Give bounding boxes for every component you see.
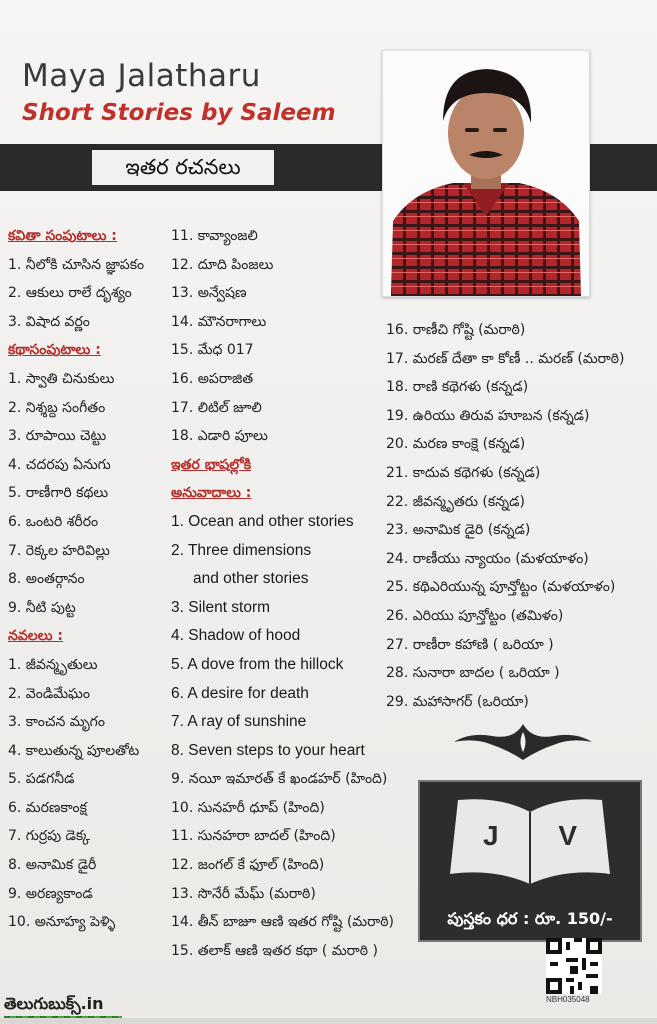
list-item: 13. సొనేరీ మేఘ్ (మరాఠి) (171, 885, 316, 902)
list-item: 3. Silent storm (171, 598, 271, 616)
list-item: 9. అరణ్యకాండ (8, 885, 93, 902)
list-item: 15. మేధ 017 (171, 342, 254, 359)
list-item: 10. అనూహ్య పెళ్ళి (8, 914, 116, 931)
book-price: పుస్తకం ధర : రూ. 150/- (447, 909, 613, 928)
list-item: 9. నీటి పుట్ట (8, 599, 76, 616)
book-title: Maya Jalatharu (22, 58, 261, 94)
list-item: 18. ఎడారి పూలు (171, 428, 268, 445)
column-3 (386, 316, 625, 716)
list-item: 1. నీలోకి చూసిన జ్ఞాపకం (8, 256, 145, 273)
list-item: 13. అన్వేషణ (171, 285, 247, 302)
list-item: 20. మరణ కాంక్షె (కన్నడ) (386, 436, 526, 453)
list-item: 23. అనామిక డైరి (కన్నడ) (386, 522, 531, 539)
list-item: 21. కాదువ కథెగళు (కన్నడ) (386, 464, 541, 481)
list-item: 17. మరణ్ దేతా కా కోణీ .. మరణ్ (మరాఠి) (386, 350, 625, 367)
list-item: 8. అనామిక డైరీ (8, 857, 97, 874)
list-item: 16. రాణీచి గోష్టి (మరాఠి) (386, 322, 526, 338)
list-item: 18. రాణి కథెగళు (కన్నడ) (386, 379, 529, 396)
list-item: 6. ఒంటరి శరీరం (8, 513, 99, 530)
list-item: 15. తలాక్ ఆణి ఇతర కథా ( మరాఠి ) (171, 942, 378, 959)
ornament-icon (452, 722, 594, 762)
list-item: 5. A dove from the hillock (171, 655, 344, 673)
list-item: 29. మహాసాగర్ (ఒరియా) (386, 693, 529, 710)
list-item: 14. తీన్ బాజూ ఆణి ఇతర గోష్టి (మరాఠి) (171, 914, 395, 931)
list-item: 2. Three dimensions (171, 541, 312, 559)
author-photo (382, 50, 590, 297)
list-item: 26. ఎరియు పూన్తోట్టం (తమిళం) (386, 607, 564, 624)
section-heading: అనువాదాలు : (171, 485, 252, 502)
list-item: 3. విషాద వర్ణం (8, 313, 90, 330)
list-item: 11. కావ్యాంజలి (171, 228, 258, 244)
section-heading: కవితా సంపుటాలు : (8, 228, 117, 244)
list-item: 2. ఆకులు రాలే దృశ్యం (8, 285, 132, 302)
list-item: 19. ఉరియు తిరువ హూబన (కన్నడ) (386, 407, 590, 424)
qr-code (546, 938, 602, 994)
list-item: 12. దూది పింజలు (171, 256, 274, 273)
qr-code-icon (546, 938, 602, 994)
list-item: 14. మౌనరాగాలు (171, 313, 267, 330)
column-2 (171, 222, 394, 965)
section-heading: ఇతర భాషల్లోకి (171, 456, 252, 473)
list-item: 2. వెండిమేఘం (8, 685, 90, 702)
list-item: 3. రూపాయి చెట్టు (8, 428, 107, 445)
list-item: 5. పడగనీడ (8, 771, 75, 788)
list-item: 6. మరణకాంక్ష (8, 799, 87, 816)
list-item: 12. జంగల్ కే ఫూల్ (హింది) (171, 857, 325, 874)
list-item: 4. Shadow of hood (171, 627, 301, 645)
list-item: 25. కథిఎరియున్న పూన్తోట్టం (మళయాళం) (386, 579, 616, 596)
list-item: 4. చదరపు ఏనుగు (8, 456, 111, 473)
section-heading: నవలలు : (8, 628, 63, 645)
list-item: 1. స్వాతి చినుకులు (8, 370, 115, 387)
list-item: 7. A ray of sunshine (171, 713, 307, 731)
list-item: 9. నయీ ఇమారత్ కే ఖండహర్ (హింది) (171, 771, 388, 788)
list-item: 8. అంతర్గానం (8, 571, 85, 588)
book-subtitle: Short Stories by Saleem (22, 100, 336, 126)
list-item: 3. కాంచన మృగం (8, 714, 105, 731)
list-item: 7. గుర్రపు డెక్క (8, 828, 90, 845)
list-item: 10. సునహరీ ధూప్ (హింది) (171, 799, 325, 816)
list-item: 1. Ocean and other stories (171, 512, 354, 530)
publisher-logo-text: J V (482, 820, 604, 851)
list-item: 2. నిశ్శబ్ద సంగీతం (8, 399, 106, 416)
list-item: 27. రాణీరా కహాణి ( ఒరియా ) (386, 636, 554, 653)
list-item: 28. సునారా బాదల ( ఒరియా ) (386, 665, 560, 682)
list-item: 7. రెక్కల హరివిల్లు (8, 542, 110, 559)
list-item: 5. రాణీగారి కథలు (8, 485, 109, 502)
list-item: 16. అపరాజిత (171, 370, 254, 387)
author-portrait-icon (383, 51, 589, 296)
column-1 (8, 222, 144, 937)
list-item: 22. జీవన్మృతరు (కన్నడ) (386, 493, 525, 510)
list-item: 4. కాలుతున్న పూలతోట (8, 742, 140, 759)
list-item: 11. సునహరా బాదల్ (హింది) (171, 828, 336, 845)
publisher-box (418, 780, 642, 942)
section-heading: కథాసంపుటాలు : (8, 342, 101, 359)
list-item: 1. జీవన్మృతులు (8, 656, 98, 673)
bottom-strip (0, 1018, 657, 1024)
list-item: 24. రాణీయు న్యాయం (మళయాళం) (386, 550, 589, 567)
list-item: 8. Seven steps to your heart (171, 741, 365, 759)
list-item: 17. లిటిల్ జూలి (171, 399, 262, 416)
list-item: 6. A desire for death (171, 684, 309, 702)
qr-code-label: NBH035048 (546, 995, 590, 1004)
site-brand-logo: తెలుగుబుక్స్.in (4, 994, 104, 1013)
other-works-heading: ఇతర రచనలు (92, 150, 274, 185)
list-item: and other stories (193, 570, 309, 588)
